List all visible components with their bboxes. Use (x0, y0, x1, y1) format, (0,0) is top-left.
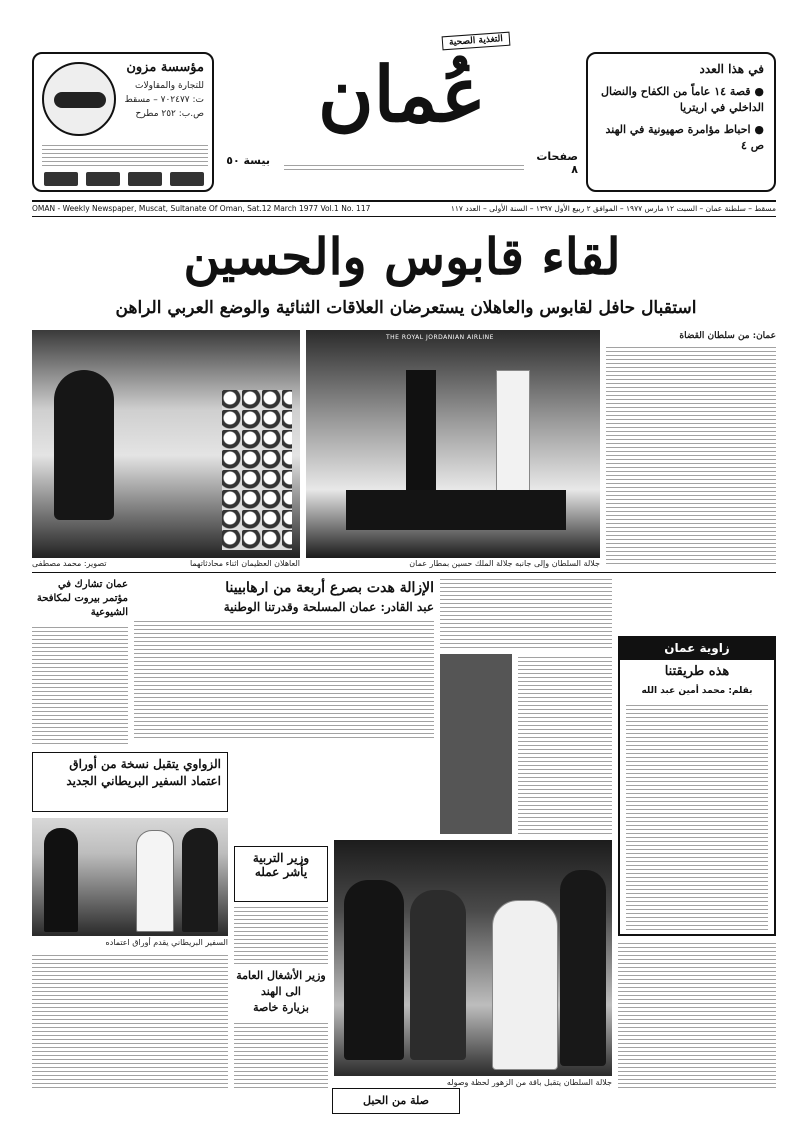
product-icon (86, 172, 120, 186)
advertisement-box (32, 52, 214, 192)
amman-conference-text (32, 624, 128, 744)
mid-rule (32, 572, 776, 573)
zawawi-story-text (32, 952, 228, 1088)
ad-line-1: للتجارة والمقاولات (135, 81, 204, 91)
carpet (346, 490, 566, 530)
masthead-stamp: التغذية الصحية (442, 32, 511, 51)
figure-left (54, 370, 114, 520)
plane-label: THE ROYAL JORDANIAN AIRLINE (386, 334, 494, 341)
footer-stamp: صلة من الحبل (332, 1088, 460, 1114)
figure-ambassador (44, 828, 78, 932)
product-icon (44, 172, 78, 186)
in-this-issue-box (586, 52, 776, 192)
amman-conference-story (32, 578, 128, 748)
ad-company: مؤسسة مزون (126, 60, 204, 75)
editorial-box-header: زاوية عمان (618, 636, 776, 660)
ad-logo (42, 62, 116, 136)
photo-airport (306, 330, 600, 558)
lead-story-text (606, 344, 776, 564)
amman-conference-headline: عمان تشارك في مؤتمر بيروت لمكافحة الشيوعية (36, 579, 128, 618)
quote-inset (440, 654, 512, 834)
figure-sultan-2 (492, 900, 558, 1070)
photo-airport-caption: جلالة السلطان وإلى جانبه جلالة الملك حسين بمطار عمان (409, 559, 600, 568)
sub-headline: استقبال حافل لقابوس والعاهلان يستعرضان العلاقات الثنائية والوضع العربي الراهن (115, 298, 697, 318)
ad-line-2: ت: ٧٠٢٤٧٧ – مسقط (124, 95, 204, 105)
zawawi-headline-box (32, 752, 228, 812)
in-issue-item: ● قصة ١٤ عاماً من الكفاح والنضال الداخلي في اريتريا (598, 84, 764, 116)
photo-arrival (334, 840, 612, 1076)
lead-story-head: عمان: من سلطان القضاة (679, 331, 776, 341)
photo-talks-credit: تصوير: محمد مصطفى (32, 559, 107, 568)
figure-minister (136, 830, 174, 932)
dateline-arabic: مسقط – سلطنة عمان – السبت ١٢ مارس ١٩٧٧ – الموافق ٢ ربيع الأول ١٣٩٧ – السنة الأولى – العدد ١١٧ (450, 204, 776, 213)
ad-product-strip (44, 172, 204, 186)
labour-minister-sub2: بزيارة خاصة (253, 1001, 309, 1014)
in-issue-item: ● احباط مؤامرة صهيونية في الهند (598, 122, 764, 138)
center-story-headline: الإزالة هدت بصرع أربعة من ارهابيينا (225, 580, 434, 596)
photo-arrival-caption: جلالة السلطان يتقبل باقة من الزهور لحظة وصوله (446, 1078, 612, 1087)
photo-ambassador (32, 818, 228, 936)
photo-ambassador-caption: السفير البريطاني يقدم أوراق اعتماده (105, 938, 228, 947)
editorial-text (626, 704, 768, 930)
top-rule (32, 200, 776, 202)
zawawi-headline: الزواوي يتقبل نسخة من أوراق اعتماد السفير البريطاني الجديد (66, 757, 221, 788)
dateline-english: OMAN - Weekly Newspaper, Muscat, Sultanate Of Oman, Sat.12 March 1977 Vol.1 No. 117 (32, 204, 371, 213)
figure-sultan (496, 370, 530, 510)
in-issue-heading: في هذا العدد (699, 62, 764, 76)
education-minister-sub: يأشر عمله (254, 865, 308, 879)
masthead-title: عُمان (317, 50, 487, 139)
center-story-text (134, 620, 434, 738)
ad-text-block (42, 144, 208, 166)
center-story (134, 578, 434, 748)
editorial-continued-text (618, 942, 776, 1088)
labour-minister-headline: وزير الأشغال العامة (236, 969, 326, 982)
masthead-rule (284, 162, 524, 170)
labour-minister-block (234, 968, 328, 1016)
editorial-title: هذه طريقتنا (664, 664, 730, 679)
editorial-author: بقلم: محمد أمين عبد الله (641, 686, 753, 696)
figure-aide (560, 870, 606, 1066)
main-headline: لقاء قابوس والحسين (183, 227, 621, 286)
masthead-price: بيسة ٥٠ (226, 154, 270, 167)
labour-story-text (234, 1022, 328, 1088)
figure-guard (406, 370, 436, 500)
dateline-rule (32, 216, 776, 217)
masthead-pages: صفحات ٨ (536, 150, 578, 176)
product-icon (128, 172, 162, 186)
photo-talks (32, 330, 300, 558)
newspaper-page (22, 18, 782, 1098)
education-story-text (234, 906, 328, 964)
center-story-sub: عبد القادر: عمان المسلحة وقدرتنا الوطنية (223, 600, 434, 614)
continued-story-text (440, 578, 612, 648)
figure-officer (410, 890, 466, 1060)
flowers (222, 390, 292, 550)
figure-guard-2 (344, 880, 404, 1060)
ad-line-3: ص.ب: ٢٥٢ مطرح (135, 109, 204, 119)
figure-official (182, 828, 218, 932)
product-icon (170, 172, 204, 186)
lead-story-column (606, 330, 776, 562)
continued-story-text-2 (518, 654, 612, 834)
labour-minister-sub: الى الهند (261, 985, 301, 998)
car-icon (54, 92, 106, 108)
in-issue-page: ص ٤ (740, 139, 764, 152)
photo-talks-caption: العاهلان العظيمان اثناء محادثاتهما (189, 559, 300, 568)
education-minister-box (234, 846, 328, 902)
education-minister-headline: وزير التربية (252, 851, 310, 865)
